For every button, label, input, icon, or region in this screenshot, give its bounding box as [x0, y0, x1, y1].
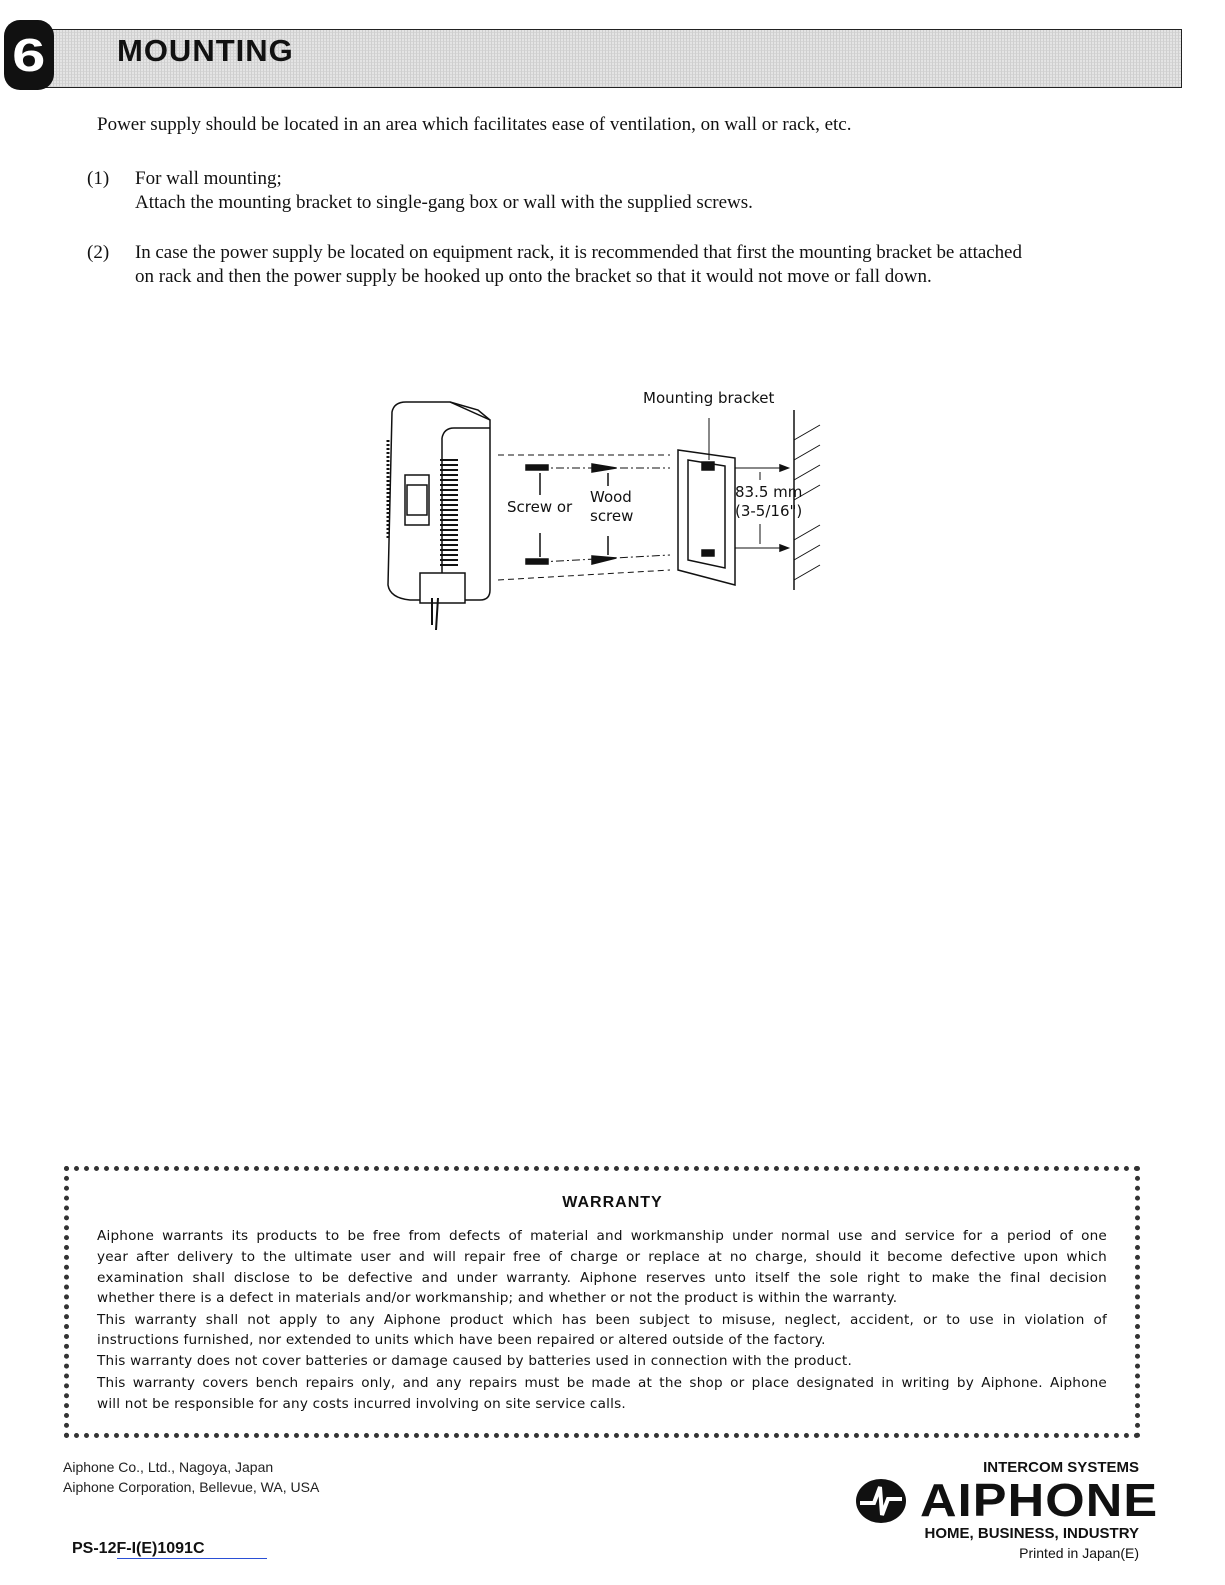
warranty-line: This warranty does not cover batteries or damage caused by batteries used in connection with the product. [97, 1353, 852, 1369]
code-underline [117, 1558, 267, 1559]
item-text: on rack and then the power supply be hooked up onto the bracket so that it would not move or fall down. [135, 266, 932, 287]
document-code: PS-12F-I(E)1091C [72, 1540, 205, 1557]
section-title: MOUNTING [117, 33, 294, 68]
warranty-line: This warranty covers bench repairs only, and any repairs must be made at the shop or place designated in writing by Aiphone. Aiphone [97, 1375, 1107, 1391]
warranty-line: year after delivery to the ultimate user and will repair free of charge or replace at no charge, should it become defective upon which [97, 1249, 1107, 1265]
brand-logo-text: AIPHONE [920, 1474, 1159, 1526]
aiphone-logo-icon [856, 1479, 906, 1523]
label-dimension-mm: 83.5 mm [735, 483, 803, 501]
label-screw-or: Screw or [507, 498, 573, 516]
warranty-line: This warranty shall not apply to any Aiphone product which has been subject to misuse, neglect, accident, or to use in violation of [97, 1312, 1107, 1328]
warranty-line: instructions furnished, nor extended to units which have been repaired or altered outside of the factory. [97, 1332, 826, 1348]
item-text: In case the power supply be located on equipment rack, it is recommended that first the mounting bracket be attached [135, 242, 1022, 263]
label-dimension-inches: (3-5/16") [735, 502, 803, 520]
address-usa: Aiphone Corporation, Bellevue, WA, USA [63, 1479, 320, 1495]
logo-tagline-bottom: HOME, BUSINESS, INDUSTRY [924, 1525, 1139, 1542]
item-marker: (2) [87, 242, 110, 263]
label-wood: Wood [590, 488, 632, 506]
warranty-title: WARRANTY [562, 1194, 663, 1211]
item-text: For wall mounting; [135, 168, 282, 189]
address-japan: Aiphone Co., Ltd., Nagoya, Japan [63, 1459, 274, 1475]
item-text: Attach the mounting bracket to single-gang box or wall with the supplied screws. [135, 192, 753, 213]
section-number-badge: 6 [4, 20, 54, 90]
label-screw: screw [590, 507, 634, 525]
warranty-line: whether there is a defect in materials and/or workmanship; and whether or not the product is within the warranty. [97, 1290, 898, 1306]
warranty-line: examination shall disclose to be defective and under warranty. Aiphone reserves unto itself the sole right to make the final decision [97, 1270, 1107, 1286]
mounting-diagram [380, 380, 840, 640]
intro-text: Power supply should be located in an area which facilitates ease of ventilation, on wall or rack, etc. [97, 114, 852, 135]
label-mounting-bracket: Mounting bracket [643, 389, 775, 407]
logo-tagline-top: INTERCOM SYSTEMS [983, 1459, 1139, 1476]
printed-in: Printed in Japan(E) [1019, 1545, 1139, 1561]
warranty-line: Aiphone warrants its products to be free from defects of material and workmanship under normal use and service for a period of one [97, 1228, 1107, 1244]
warranty-line: will not be responsible for any costs incurred involving on site service calls. [97, 1396, 626, 1412]
item-marker: (1) [87, 168, 110, 189]
